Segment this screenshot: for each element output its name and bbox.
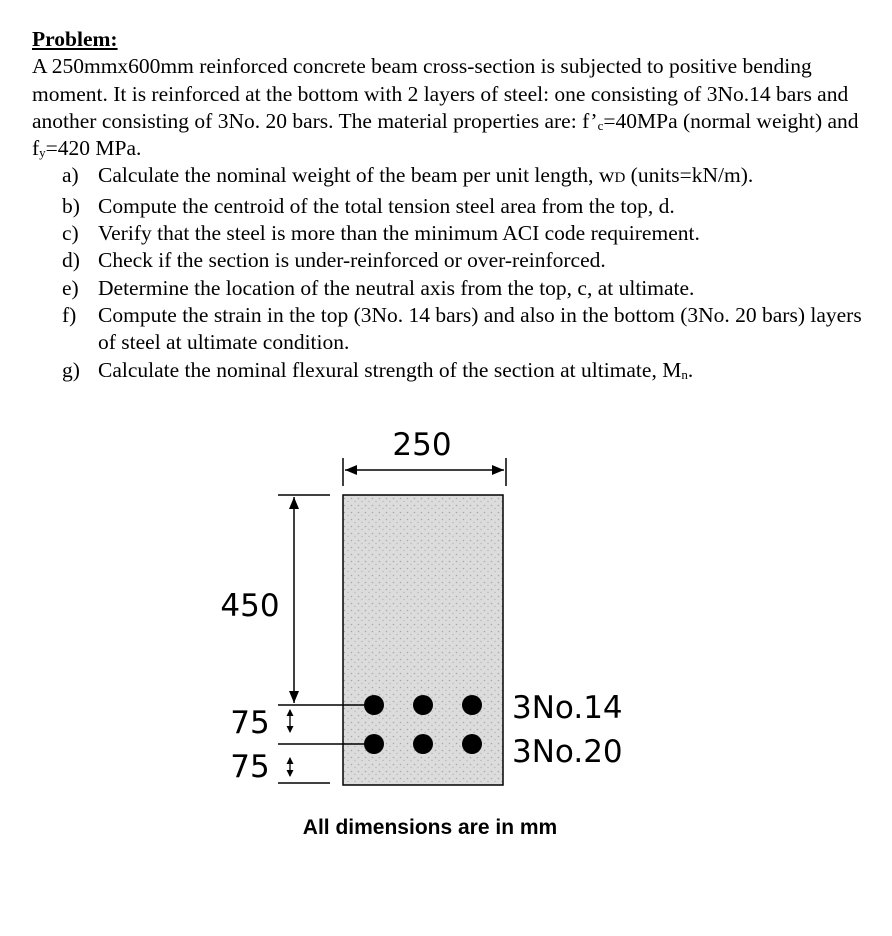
spacing-arrowhead — [287, 770, 294, 777]
question-text: Verify that the steel is more than the minimum ACI code requirement. — [98, 221, 700, 246]
top-layer-label: 3No.14 — [512, 690, 623, 726]
question-subscript: n — [681, 366, 688, 382]
units-note: All dimensions are in mm — [302, 816, 558, 839]
rebar-top-3 — [462, 695, 482, 715]
question-subscript: D — [614, 170, 626, 187]
problem-heading: Problem: — [32, 27, 118, 51]
rebar-bottom-1 — [364, 734, 384, 754]
rebar-top-2 — [413, 695, 433, 715]
question-label: f) — [62, 302, 77, 327]
question-label: c) — [62, 221, 79, 246]
spacing-bottom-label: 75 — [230, 749, 270, 785]
width-dimension-label: 250 — [392, 427, 452, 463]
question-text-after: . — [687, 357, 694, 382]
question-text: Compute the centroid of the total tension steel area from the top, d. — [98, 193, 675, 218]
intro-text-1: A 250mmx600mm reinforced concrete beam cross-section is subjected to positive bending moment. It is reinforced at the bottom with 2 layers of steel: one consisting of 3No.14 bars and another consisting of 3No. 20 bars. The material properties are: f’ — [32, 54, 849, 133]
height-dimension-line — [278, 495, 330, 703]
spacing-arrowhead — [287, 709, 294, 716]
question-label: b) — [62, 193, 80, 218]
spacing-top-label: 75 — [230, 705, 270, 741]
bottom-layer-label: 3No.20 — [512, 734, 623, 770]
question-text: Calculate the nominal flexural strength of the section at ultimate, M — [98, 357, 682, 382]
intro-text-3: =420 MPa. — [45, 136, 142, 161]
question-text-after: (units=kN/m). — [625, 163, 754, 188]
question-label: a) — [62, 163, 79, 188]
question-text: Check if the section is under-reinforced or over-reinforced. — [98, 248, 606, 273]
rebar-bottom-2 — [413, 734, 433, 754]
question-label: d) — [62, 248, 80, 273]
question-label: g) — [62, 357, 80, 382]
arrowhead-up — [289, 497, 299, 509]
spacing-arrowhead — [287, 726, 294, 733]
question-label: e) — [62, 275, 79, 300]
rebar-top-1 — [364, 695, 384, 715]
rebar-bottom-3 — [462, 734, 482, 754]
question-text: Compute the strain in the top (3No. 14 bars) and also in the bottom (3No. 20 bars) layers of steel at ultimate condition. — [98, 302, 862, 355]
intro-text-2: =40MPa (normal weight) and f — [32, 108, 859, 161]
fc-subscript: c — [597, 117, 604, 133]
spacing-arrowhead — [287, 757, 294, 764]
arrowhead-left — [345, 465, 357, 475]
fy-subscript: y — [39, 145, 46, 161]
question-text: Calculate the nominal weight of the beam per unit length, w — [98, 163, 615, 188]
question-text: Determine the location of the neutral axis from the top, c, at ultimate. — [98, 275, 695, 300]
arrowhead-right — [492, 465, 504, 475]
arrowhead-down — [289, 691, 299, 703]
height-dimension-label: 450 — [220, 588, 280, 624]
